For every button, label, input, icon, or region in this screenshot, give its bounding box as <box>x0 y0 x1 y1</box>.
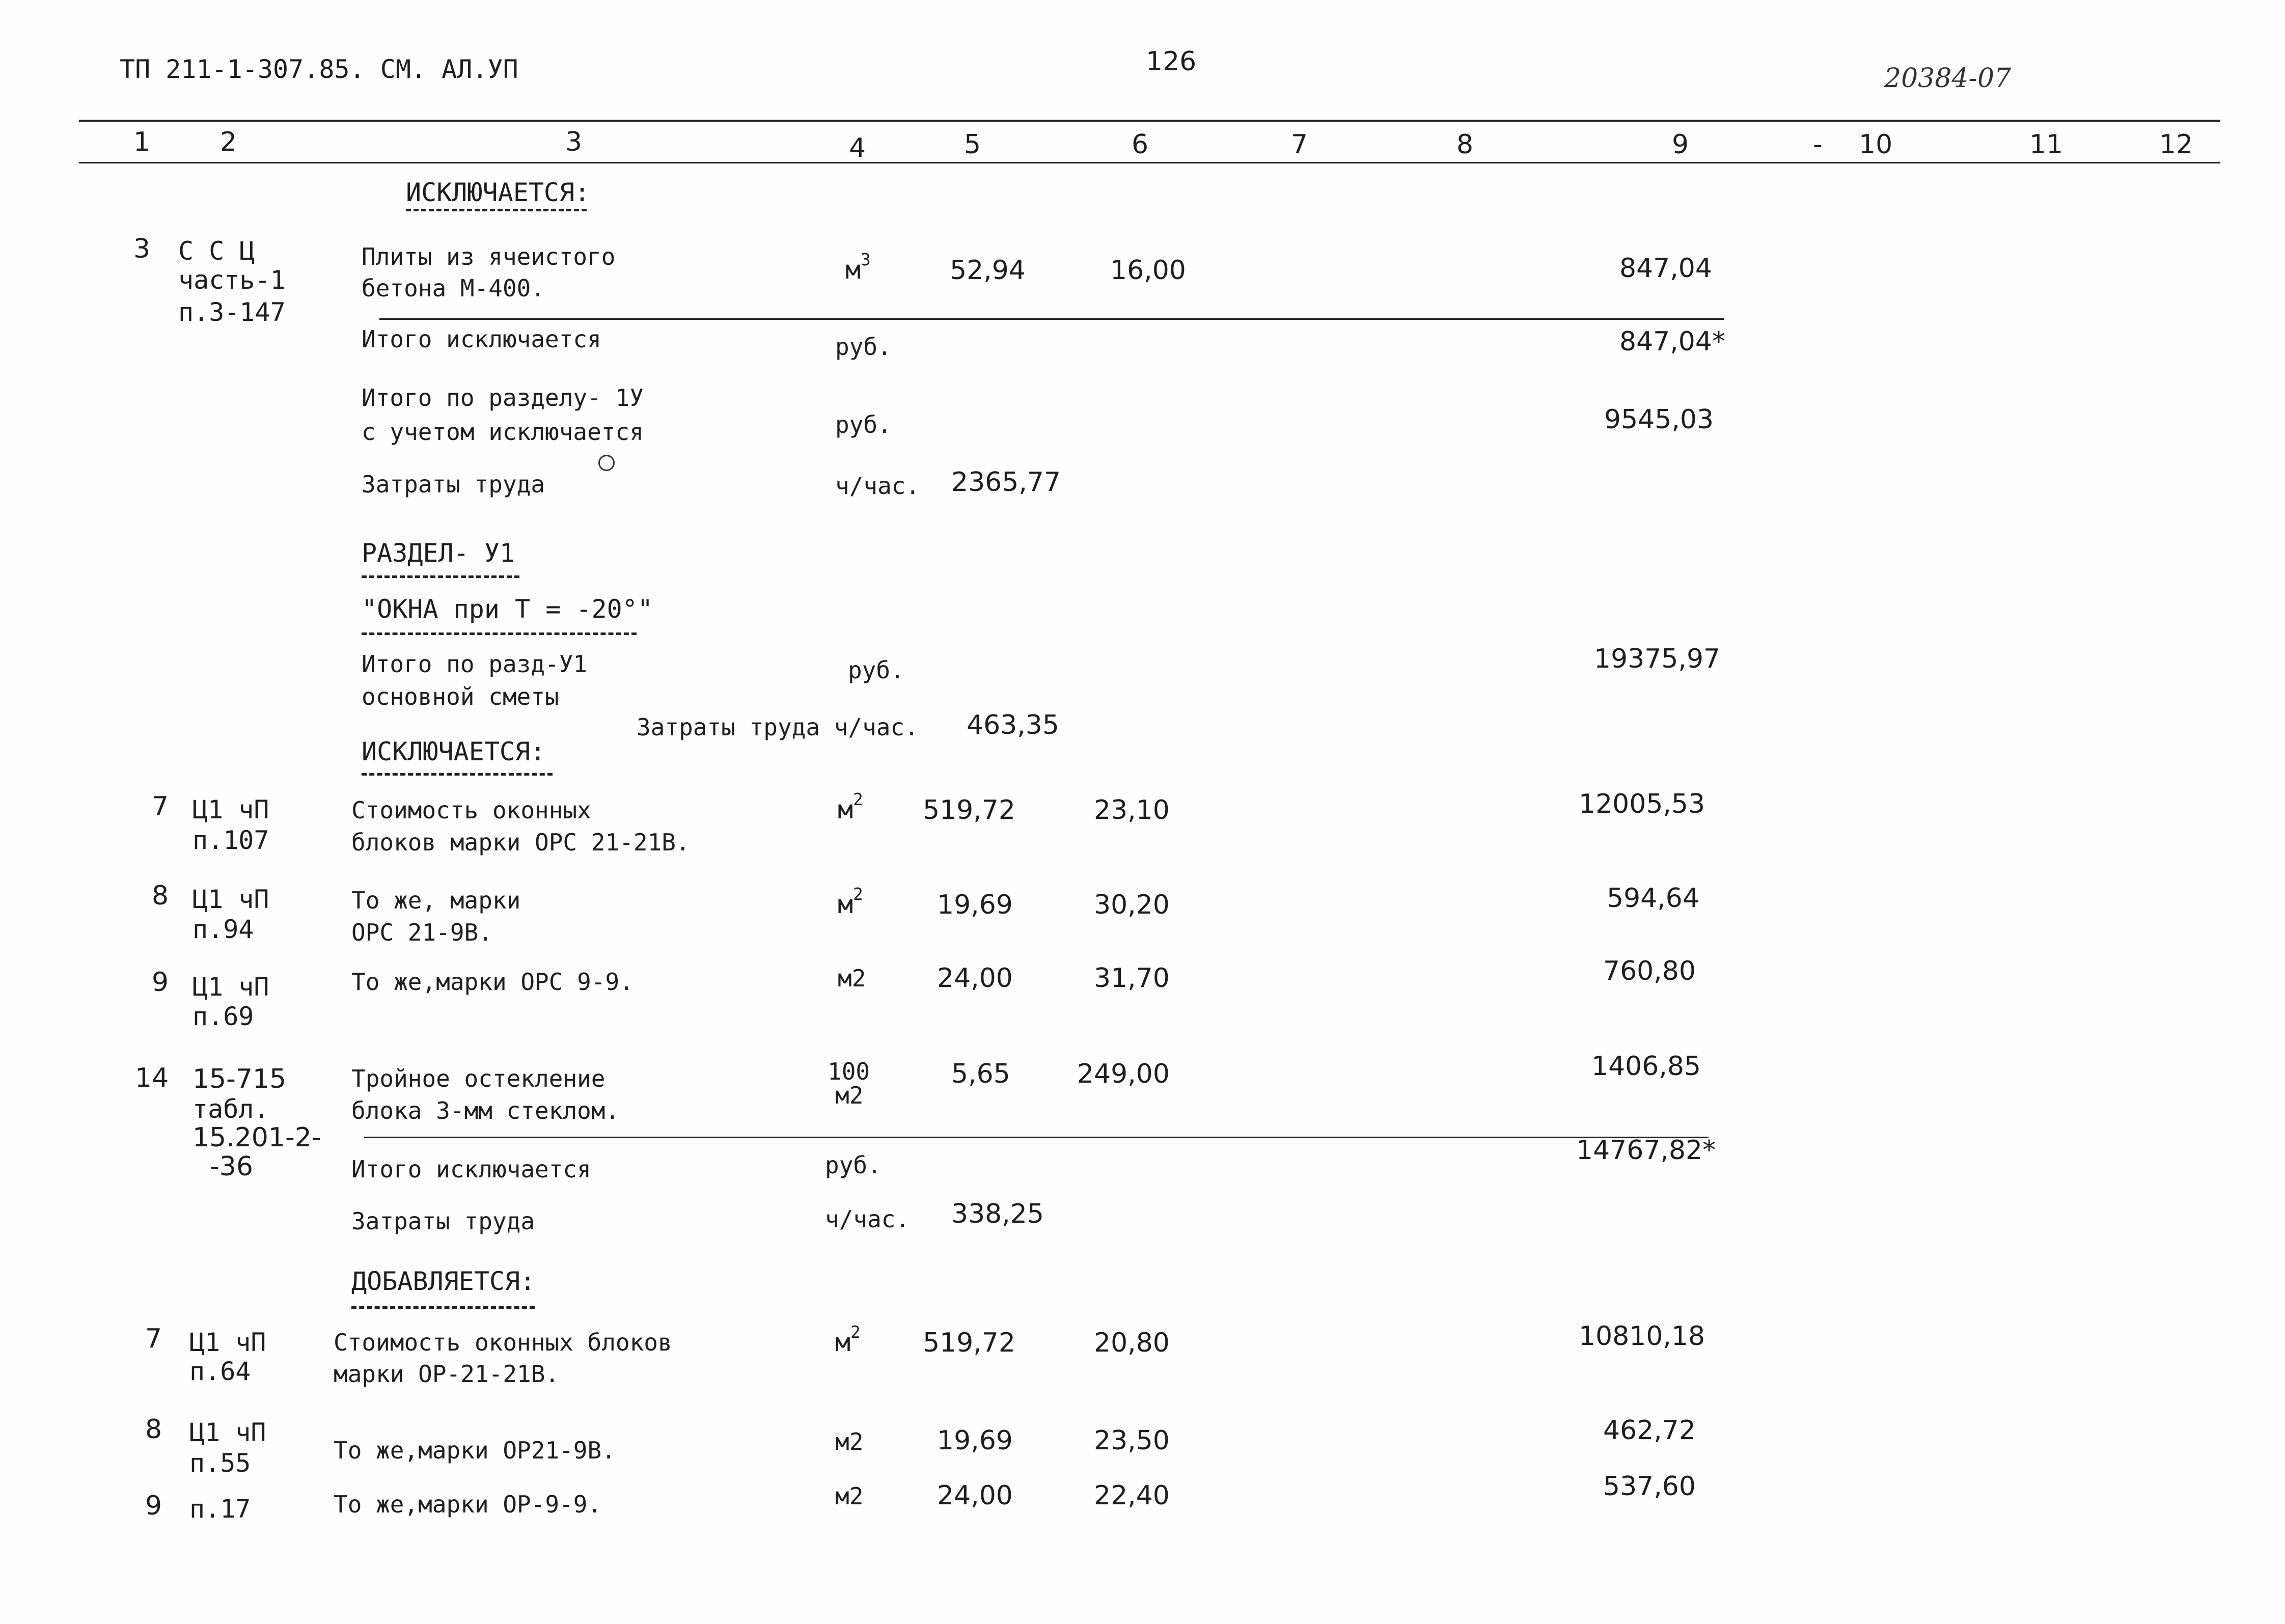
row-code: Ц1 чП <box>189 1328 266 1357</box>
column-number: 3 <box>565 127 583 157</box>
column-number: 11 <box>2029 129 2063 160</box>
row-number: 9 <box>145 1491 162 1521</box>
row-quantity: 5,65 <box>951 1059 1010 1089</box>
column-number: 12 <box>2159 129 2193 160</box>
row-number: 8 <box>145 1414 162 1445</box>
row-description: Стоимость оконных блоков <box>334 1329 672 1356</box>
row-quantity: 52,94 <box>950 255 1026 286</box>
row-unit-price: 31,70 <box>1094 963 1170 994</box>
row-code: п.94 <box>192 915 254 944</box>
row-number: 7 <box>152 791 169 822</box>
row-unit-price: 249,00 <box>1077 1059 1170 1089</box>
column-number: 1 <box>133 127 151 157</box>
row-total: 847,04 <box>1619 253 1712 284</box>
row-number: 9 <box>152 967 169 998</box>
row-code: -36 <box>210 1151 253 1182</box>
column-number: 9 <box>1672 129 1689 160</box>
column-number: 2 <box>220 127 237 157</box>
row-code: С С Ц <box>178 236 255 266</box>
subtotal-label: Итого исключается <box>362 325 601 353</box>
section-total-label: Итого по разд-У1 <box>362 650 588 678</box>
row-total: 10810,18 <box>1579 1321 1705 1352</box>
row-description: То же,марки ОР21-9В. <box>334 1437 616 1464</box>
document-reference: ТП 211-1-307.85. СМ. АЛ.УП <box>120 54 518 84</box>
row-total: 537,60 <box>1603 1471 1696 1502</box>
section-subheading: "ОКНА при Т = -20°" <box>362 594 653 624</box>
row-code: п.55 <box>189 1448 251 1478</box>
row-unit: м2 <box>835 1482 864 1510</box>
row-description: блока 3-мм стеклом. <box>351 1097 620 1124</box>
section-excluded-heading: ИСКЛЮЧАЕТСЯ: <box>406 178 590 207</box>
row-description: Плиты из ячеистого <box>362 243 616 270</box>
row-unit: $м^2$ <box>838 885 863 919</box>
row-quantity: 519,72 <box>923 795 1015 825</box>
row-total: 462,72 <box>1603 1415 1696 1446</box>
row-code: часть-1 <box>178 265 286 295</box>
row-code: п.64 <box>189 1357 251 1386</box>
row-description: То же,марки ОР-9-9. <box>334 1491 602 1518</box>
row-number: 14 <box>135 1063 169 1093</box>
header-top-rule <box>79 120 2220 122</box>
row-code: Ц1 чП <box>192 885 269 914</box>
row-description: бетона М-400. <box>362 274 545 302</box>
row-unit-price: 16,00 <box>1110 255 1186 286</box>
section-heading: РАЗДЕЛ- У1 <box>362 538 515 568</box>
heading-dashes <box>362 632 637 635</box>
column-number: 8 <box>1456 129 1474 160</box>
row-code: п.17 <box>189 1494 251 1524</box>
labor-hours: 338,25 <box>951 1199 1044 1229</box>
row-unit: 100 <box>828 1058 870 1085</box>
section-excluded-heading: ИСКЛЮЧАЕТСЯ: <box>362 737 546 766</box>
subtotal-total: 14767,82* <box>1576 1135 1716 1166</box>
row-code: табл. <box>192 1094 269 1124</box>
row-total: 1406,85 <box>1591 1051 1701 1082</box>
row-unit-price: 30,20 <box>1094 890 1170 920</box>
row-rule <box>379 318 1724 320</box>
row-unit-price: 20,80 <box>1094 1328 1170 1358</box>
heading-dashes <box>362 575 519 578</box>
column-number: 10 <box>1859 129 1893 160</box>
column-number: 7 <box>1291 129 1308 160</box>
labor-unit: ч/час. <box>835 472 920 500</box>
row-number: 3 <box>133 234 151 264</box>
section-total-label: с учетом исключается <box>362 418 644 446</box>
row-code: п.69 <box>192 1002 254 1031</box>
row-unit-price: 22,40 <box>1094 1480 1170 1511</box>
row-quantity: 24,00 <box>937 1480 1013 1511</box>
heading-dashes <box>362 773 553 776</box>
row-description: марки ОР-21-21В. <box>334 1360 560 1388</box>
row-code: Ц1 чП <box>192 795 269 824</box>
row-unit: $м^2$ <box>835 1323 861 1357</box>
column-number: 5 <box>964 129 981 160</box>
row-quantity: 19,69 <box>937 1425 1013 1456</box>
subtotal-label: Итого исключается <box>351 1155 591 1183</box>
section-total: 19375,97 <box>1594 644 1721 674</box>
subtotal-unit: руб. <box>825 1151 882 1179</box>
section-added-heading: ДОБАВЛЯЕТСЯ: <box>351 1267 536 1296</box>
heading-dashes <box>406 209 587 211</box>
row-description: Стоимость оконных <box>351 796 591 824</box>
row-unit: $м^3$ <box>845 250 871 285</box>
stamp-mark <box>598 455 615 471</box>
row-total: 760,80 <box>1603 956 1696 986</box>
row-unit-price: 23,10 <box>1094 795 1170 825</box>
row-number: 8 <box>152 880 169 911</box>
section-total: 9545,03 <box>1604 404 1714 435</box>
row-unit: м2 <box>838 965 866 992</box>
labor-label: Затраты труда <box>362 471 545 498</box>
row-description: ОРС 21-9В. <box>351 919 492 946</box>
section-total-unit: руб. <box>848 656 904 684</box>
row-description: То же, марки <box>351 887 521 914</box>
row-number: 7 <box>145 1324 162 1354</box>
labor-label: Затраты труда <box>351 1207 535 1235</box>
row-quantity: 19,69 <box>937 890 1013 920</box>
labor-hours: 463,35 <box>967 710 1059 740</box>
section-total-label: Итого по разделу- 1У <box>362 384 644 411</box>
subtotal-total: 847,04* <box>1619 326 1725 357</box>
row-description: Тройное остекление <box>351 1065 605 1092</box>
row-unit-price: 23,50 <box>1094 1425 1170 1456</box>
labor-label: Затраты труда ч/час. <box>637 713 919 741</box>
row-total: 594,64 <box>1607 883 1699 914</box>
row-code: Ц1 чП <box>192 972 269 1002</box>
row-description: То же,марки ОРС 9-9. <box>351 968 634 996</box>
row-total: 12005,53 <box>1579 789 1705 819</box>
row-unit: $м^2$ <box>838 790 863 824</box>
heading-dashes <box>351 1306 535 1309</box>
inventory-number: 20384-07 <box>1884 63 2012 94</box>
row-rule <box>364 1137 1709 1138</box>
column-number: 4 <box>849 133 866 163</box>
column-number: 6 <box>1132 129 1149 160</box>
section-total-unit: руб. <box>835 411 892 438</box>
page-number: 126 <box>1146 46 1197 77</box>
row-code: п.3-147 <box>178 297 286 327</box>
row-description: блоков марки ОРС 21-21В. <box>351 829 690 856</box>
row-code: п.107 <box>192 825 269 855</box>
column-number: - <box>1813 129 1823 160</box>
row-quantity: 24,00 <box>937 963 1013 994</box>
row-quantity: 519,72 <box>923 1328 1015 1358</box>
row-code: 15-715 <box>192 1064 287 1094</box>
labor-unit: ч/час. <box>825 1205 910 1233</box>
header-bottom-rule <box>79 162 2220 163</box>
row-code: 15.201-2- <box>192 1122 321 1153</box>
row-code: Ц1 чП <box>189 1418 266 1447</box>
section-total-label: основной сметы <box>362 683 559 710</box>
labor-hours: 2365,77 <box>951 467 1061 498</box>
row-unit: м2 <box>835 1082 864 1109</box>
row-unit: м2 <box>835 1428 864 1455</box>
subtotal-unit: руб. <box>835 333 892 361</box>
